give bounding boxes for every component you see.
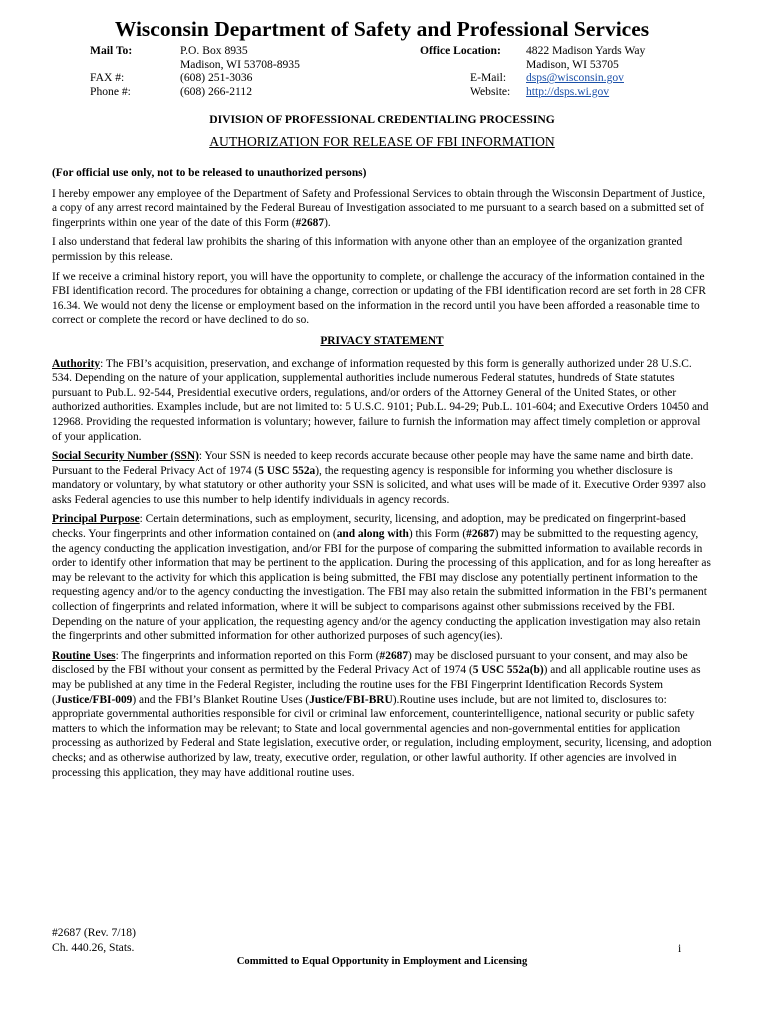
mail-to-label: Mail To: xyxy=(90,44,133,57)
intro-paragraph-1 xyxy=(52,187,712,231)
form-title-text: AUTHORIZATION FOR RELEASE OF FBI INFORMATION xyxy=(209,134,555,149)
purpose-text-3: ) may be submitted to the requesting agency, the agency conducting the application investigation, and/or FBI for the purpose of comparing the submitted information to available records in order to identify other information that may be pertinent to the application. During the processing of this application, and for as long hereafter as may be relevant to the activity for which this application is being submitted, the FBI may disclose any potentially pertinent information to the requesting agency and/or to the agency conducting the investigation. The FBI may also retain the submitted information in the FBI’s permanent collection of fingerprints and related information, where it will be subject to comparisons against other submissions received by the FBI. Depending on the nature of your application, the requesting agency and/or the agency conducting the application investigation may also retain the fingerprints and other submitted information for other authorized purposes of such agency(ies). xyxy=(52,528,711,643)
footer-tagline: Committed to Equal Opportunity in Employment and Licensing xyxy=(236,956,528,967)
footer-page-number: i xyxy=(678,942,682,955)
routine-uses-heading: Routine Uses xyxy=(52,649,116,662)
intro-paragraph-2: I also understand that federal law prohibits the sharing of this information with anyone other than an employee of the organization granted permission by this release. xyxy=(52,236,683,263)
principal-purpose-paragraph xyxy=(52,512,712,643)
intro-paragraph-3: If we receive a criminal history report, you will have the opportunity to complete, or challenge the accuracy of the information contained in the FBI identification record. The procedures for obtaining a change, correction or updating of the FBI identification record are set forth in 28 CFR 16.34. We would not deny the license or employment based on the information in the record until you have been afforded a reasonable time to correct or complete the record or have declined to do so. xyxy=(52,270,706,327)
footer-form-number: #2687 (Rev. 7/18) xyxy=(52,926,136,939)
routine-bold-4: Justice/FBI-BRU xyxy=(309,693,393,706)
fax-number: (608) 251-3036 xyxy=(180,71,253,85)
email-label: E-Mail: xyxy=(470,71,507,85)
authority-paragraph xyxy=(52,357,712,445)
routine-uses-paragraph xyxy=(52,649,712,780)
ssn-text-2: ), the requesting agency is responsible for informing you whether disclosure is mandatory or voluntary, by what statutory or other authority your SSN is solicited, and what uses will be made of it. Executive Order 9397 also asks Federal agencies to use this number to help identify individuals in agency records. xyxy=(52,464,706,506)
routine-text-4: ) and the FBI’s Blanket Routine Uses ( xyxy=(132,693,310,706)
purpose-text-1: : Certain determinations, such as employment, security, licensing, and adoption, may be predicated on fingerprint-based checks. Your fingerprints and other information contained on ( xyxy=(52,513,686,541)
principal-purpose-heading: Principal Purpose xyxy=(52,513,140,526)
page-title: Wisconsin Department of Safety and Professional Services xyxy=(114,17,650,41)
routine-text-1: : The fingerprints and information reported on this Form ( xyxy=(115,649,380,662)
purpose-bold-1: and along with xyxy=(336,528,409,541)
body-text xyxy=(52,166,712,785)
routine-text-2: ) may be disclosed pursuant to your consent, and may also be disclosed by the FBI without your consent as permitted by the Federal Privacy Act of 1974 ( xyxy=(52,649,688,677)
purpose-bold-2: #2687 xyxy=(466,528,495,541)
mail-address-line2: Madison, WI 53708-8935 xyxy=(180,57,300,71)
ssn-text-1: : Your SSN is needed to keep records accurate because other people may have the same name and birth date. Pursuant to the Federal Privacy Act of 1974 ( xyxy=(52,450,694,477)
footer-form-info xyxy=(52,925,136,955)
intro-p1-form-number: #2687 xyxy=(295,216,325,229)
website-label: Website: xyxy=(470,84,511,98)
website-link[interactable]: http://dsps.wi.gov xyxy=(526,84,610,98)
office-address-line1: 4822 Madison Yards Way xyxy=(526,44,646,57)
authority-heading: Authority xyxy=(52,357,101,370)
ssn-heading: Social Security Number (SSN) xyxy=(52,450,199,463)
form-title xyxy=(52,135,712,150)
phone-label: Phone #: xyxy=(90,84,131,98)
ssn-statute: 5 USC 552a xyxy=(258,464,316,477)
routine-text-3: ) and all applicable routine uses as may be published at any time in the Federal Register, including the routine uses for the FBI Fingerprint Identification Records System ( xyxy=(52,664,701,706)
ssn-paragraph xyxy=(52,449,712,507)
routine-bold-3: Justice/FBI-009 xyxy=(55,693,133,706)
intro-p1-text: I hereby empower any employee of the Department of Safety and Professional Services to obtain through the Wisconsin Department of Justice, a copy of any arrest record maintained by the Federal Bureau of Investigation associated to me pursuant to a search based on a submitted set of fingerprints within one year of the date of this Form ( xyxy=(52,187,706,229)
office-location-label: Office Location: xyxy=(420,44,501,57)
contact-block xyxy=(52,44,712,100)
official-use-note: (For official use only, not to be released to unauthorized persons) xyxy=(52,167,367,179)
phone-number: (608) 266-2112 xyxy=(180,84,253,98)
office-address-line2: Madison, WI 53705 xyxy=(526,57,619,71)
fax-label: FAX #: xyxy=(90,71,125,85)
email-link[interactable]: dsps@wisconsin.gov xyxy=(526,71,624,85)
routine-bold-1: #2687 xyxy=(379,649,409,662)
routine-text-5: ).Routine uses include, but are not limited to, disclosures to: appropriate governmental authorities responsible for civil or criminal law enforcement, counterintelligence, national security or public safety matters to which the information may be relevant; to State and local governmental agencies and non-governmental entities for application processing as authorized by Federal and State legislation, executive order, or regulation, including employment, security, licensing, and adoption checks; and as otherwise authorized by law, treaty, executive order, regulation, or other lawful authority. If other agencies are involved in processing this application, they may have additional routine uses. xyxy=(52,693,712,779)
division-heading: DIVISION OF PROFESSIONAL CREDENTIALING PROCESSING xyxy=(209,113,555,126)
privacy-statement-heading: PRIVACY STATEMENT xyxy=(320,334,444,347)
document-page xyxy=(52,0,712,1024)
intro-p1-end: ). xyxy=(324,216,331,229)
purpose-text-2: ) this Form ( xyxy=(408,528,467,541)
authority-text: : The FBI’s acquisition, preservation, and exchange of information requested by this form is generally authorized under 28 U.S.C. 534. Depending on the nature of your application, supplemental authorities include numerous Federal statutes, hundreds of State statutes pursuant to Pub.L. 92-544, Presidential executive orders, regulations, and/or orders of the Attorney General of the United States, or other authorized authorities. Examples include, but are not limited to: 5 U.S.C. 9101; Pub.L. 94-29; Pub.L. 101-604; and Executive Orders 10450 and 12968. Providing the requested information is voluntary; however, failure to furnish the information may affect timely completion or approval of your application. xyxy=(52,357,709,443)
footer-statute: Ch. 440.26, Stats. xyxy=(52,941,135,954)
mail-address-line1: P.O. Box 8935 xyxy=(180,44,248,57)
routine-bold-2: 5 USC 552a(b) xyxy=(472,664,544,677)
